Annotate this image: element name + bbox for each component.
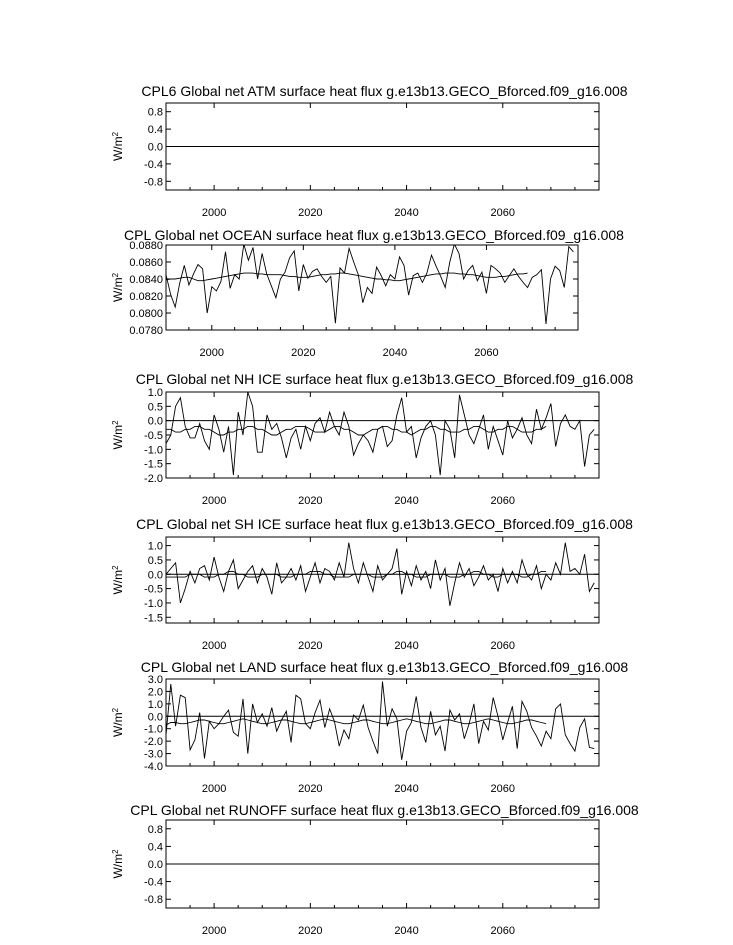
x-tick-label: 2060 <box>490 783 516 795</box>
y-tick-label: 0.4 <box>147 841 163 854</box>
y-tick-label: 0.0 <box>147 569 163 582</box>
x-tick-label: 2020 <box>298 783 323 795</box>
y-axis-label <box>111 707 126 737</box>
y-axis-label-unit: W/m <box>111 424 125 450</box>
x-tick-label: 2040 <box>394 783 419 795</box>
y-axis-label <box>111 272 126 302</box>
x-tick-label: 2060 <box>474 347 499 359</box>
y-tick-label: 0.0820 <box>129 291 163 303</box>
x-tick-label: 2060 <box>490 495 516 507</box>
y-axis-label-unit: W/m <box>111 136 125 162</box>
y-axis-label-unit: W/m <box>111 853 125 879</box>
panel-4 <box>111 516 634 652</box>
y-tick-label: 1.0 <box>147 387 163 399</box>
y-tick-label: 2.0 <box>147 686 163 699</box>
x-tick-label: 2020 <box>291 347 316 359</box>
panel-3 <box>111 371 634 507</box>
panel-5 <box>111 659 629 795</box>
y-axis-label <box>111 131 126 161</box>
y-tick-label: -1.5 <box>144 458 163 471</box>
y-tick-label: -1.0 <box>144 444 163 457</box>
y-tick-label: 0.8 <box>147 823 163 836</box>
y-tick-label: -0.5 <box>144 583 163 596</box>
x-tick-label: 2020 <box>298 495 323 507</box>
y-tick-label: 0.0 <box>147 711 163 724</box>
y-axis-label-unit: W/m <box>111 277 125 303</box>
y-tick-label: -0.5 <box>144 430 163 442</box>
panel-2 <box>111 227 625 359</box>
y-tick-label: -3.0 <box>144 748 163 761</box>
x-tick-label: 2040 <box>382 347 408 359</box>
y-tick-label: 1.0 <box>147 698 163 711</box>
x-tick-label: 2040 <box>394 207 419 219</box>
x-tick-label: 2000 <box>201 495 227 507</box>
x-tick-label: 2020 <box>298 640 323 652</box>
panel-title: CPL Global net NH ICE surface heat flux g.e13b13.GECO_Bforced.f09_g16.008 <box>135 371 634 387</box>
y-axis-label-exponent: 2 <box>110 131 120 137</box>
y-tick-label: 0.0880 <box>129 240 163 252</box>
y-tick-label: 0.0780 <box>129 325 163 337</box>
y-axis-label-exponent: 2 <box>110 420 120 425</box>
panel-title: CPL Global net RUNOFF surface heat flux g.e13b13.GECO_Bforced.f09_g16.008 <box>130 802 639 818</box>
y-tick-label: 0.5 <box>147 401 163 414</box>
x-tick-label: 2040 <box>394 640 419 652</box>
y-tick-label: 0.4 <box>147 124 163 137</box>
x-tick-label: 2040 <box>394 495 419 507</box>
panel-6 <box>111 802 639 937</box>
y-tick-label: 0.8 <box>147 106 163 119</box>
x-tick-label: 2000 <box>201 207 227 219</box>
x-tick-label: 2020 <box>298 925 323 937</box>
y-tick-label: 0.0 <box>147 141 163 154</box>
y-tick-label: 0.5 <box>147 554 163 567</box>
y-tick-label: -0.8 <box>144 894 163 907</box>
x-tick-label: 2000 <box>201 783 227 795</box>
x-tick-label: 2020 <box>298 207 323 219</box>
y-axis-label <box>111 849 126 879</box>
y-axis-label <box>111 420 126 450</box>
y-tick-label: 1.0 <box>147 540 163 553</box>
y-tick-label: -2.0 <box>144 736 163 749</box>
x-tick-label: 2040 <box>394 925 419 937</box>
y-axis-label-exponent: 2 <box>110 272 120 278</box>
y-axis-label-exponent: 2 <box>110 849 120 854</box>
panel-title: CPL Global net LAND surface heat flux g.e13b13.GECO_Bforced.f09_g16.008 <box>140 659 629 675</box>
plot-frame <box>166 245 578 330</box>
y-axis-label-unit: W/m <box>111 712 125 738</box>
panel-title: CPL Global net SH ICE surface heat flux g.e13b13.GECO_Bforced.f09_g16.008 <box>136 516 633 532</box>
y-tick-label: -1.5 <box>144 612 163 625</box>
x-tick-label: 2060 <box>490 207 516 219</box>
y-tick-label: 0.0840 <box>129 274 163 286</box>
x-tick-label: 2060 <box>490 925 516 937</box>
y-tick-label: -1.0 <box>144 597 163 610</box>
plot-frame <box>166 392 599 478</box>
y-tick-label: 0.0 <box>147 859 163 871</box>
series-line-2 <box>166 273 528 281</box>
x-tick-label: 2000 <box>199 347 225 359</box>
y-tick-label: -2.0 <box>144 473 163 485</box>
series-line-1 <box>166 244 573 324</box>
y-axis-label-unit: W/m <box>111 569 125 595</box>
series-line-1 <box>166 682 594 760</box>
y-tick-label: 3.0 <box>147 674 163 686</box>
y-axis-label-exponent: 2 <box>110 565 120 570</box>
x-tick-label: 2000 <box>201 640 227 652</box>
panel-1 <box>111 83 628 219</box>
series-line-1 <box>166 392 594 475</box>
y-tick-label: -0.8 <box>144 176 163 189</box>
y-tick-label: 0.0800 <box>129 308 163 320</box>
x-tick-label: 2000 <box>201 925 227 937</box>
y-tick-label: 0.0 <box>147 415 163 428</box>
y-tick-label: -1.0 <box>144 723 163 736</box>
panel-title: CPL Global net OCEAN surface heat flux g.e13b13.GECO_Bforced.f09_g16.008 <box>124 227 624 243</box>
y-tick-label: 0.0860 <box>129 257 163 269</box>
y-axis-label <box>111 565 126 595</box>
x-tick-label: 2060 <box>490 640 516 652</box>
series-line-2 <box>166 426 546 435</box>
y-axis-label-exponent: 2 <box>110 707 120 713</box>
panel-title: CPL6 Global net ATM surface heat flux g.e13b13.GECO_Bforced.f09_g16.008 <box>141 83 628 99</box>
y-tick-label: -4.0 <box>144 761 163 773</box>
y-tick-label: -0.4 <box>144 158 163 171</box>
y-tick-label: -0.4 <box>144 876 163 889</box>
